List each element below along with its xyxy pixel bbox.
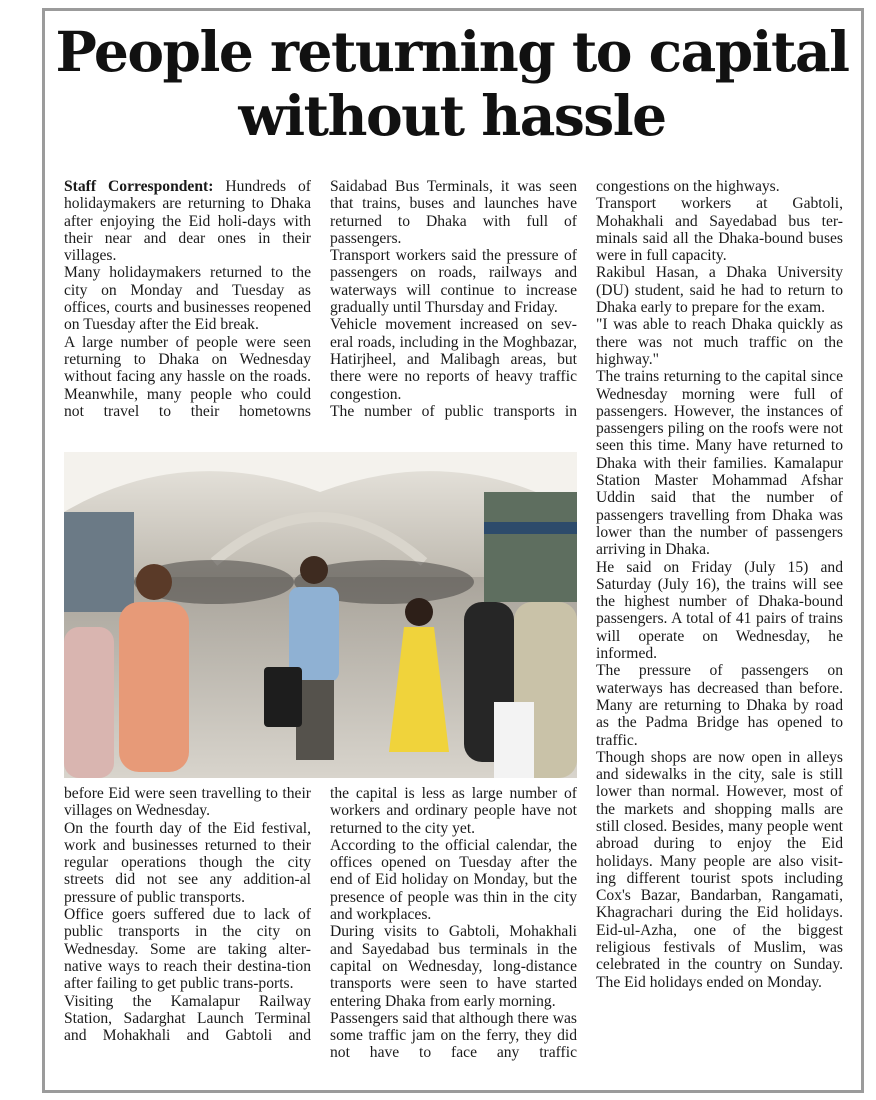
byline: Staff Correspondent: (64, 178, 214, 195)
paragraph: Transport workers said the pressure of passengers on roads, railways and waterways will continue to increase gradually until Thursday and Friday. (330, 247, 577, 317)
column-2-bottom (330, 785, 577, 1062)
paragraph: Rakibul Hasan, a Dhaka University (DU) student, said he had to return to Dhaka early to prepare for the exam. (596, 264, 843, 317)
paragraph: Visiting the Kamalapur Railway Station, Sadarghat Launch Terminal and Mohakhali and Gabtoli and (64, 992, 311, 1045)
paragraph: The trains returning to the capital since Wednesday morning were full of passengers. However, the instances of passengers piling on the roofs were not seen this time. Many have returned to Dhaka with their families. Kamalapur Station Master Mohammad Afshar Uddin said that the number of passengers travelling from Dhaka was lower than the number of passengers arriving in Dhaka. (596, 368, 843, 559)
paragraph: congestions on the highways. (596, 178, 780, 195)
paragraph: Saidabad Bus Terminals, it was seen that trains, buses and launches have returned to Dhaka with full of passengers. (330, 178, 577, 247)
column-1-top (64, 178, 311, 420)
paragraph: Office goers suffered due to lack of public transports in the city on Wednesday. Some are taking alter-native ways to reach their destina-tion after failing to get public trans-ports. (64, 906, 311, 993)
headline (44, 20, 860, 148)
paragraph: Vehicle movement increased on sev-eral roads, including in the Moghbazar, Hatirjheel, and Malibagh areas, but there were no reports of heavy traffic congestion. (330, 316, 577, 403)
paragraph: He said on Friday (July 15) and Saturday (July 16), the trains will see the highest number of Dhaka-bound passengers. A total of 41 pairs of trains will operate on Wednesday, he informed. (596, 558, 843, 663)
column-3 (596, 178, 843, 991)
paragraph: Passengers said that although there was some traffic jam on the ferry, they did not have to face any traffic (330, 1009, 577, 1062)
paragraph-text: Hundreds of holidaymakers are returning to Dhaka after enjoying the Eid holi-days with their near and dear ones in their villages. (64, 178, 311, 265)
paragraph: Transport workers at Gabtoli, Mohakhali and Sayedabad bus ter-minals said all the Dhaka-bound buses were in full capacity. (596, 195, 843, 265)
paragraph: Though shops are now open in alleys and sidewalks in the city, sale is still lower than normal. However, most of the markets and shopping malls are still closed. Besides, many people went abroad during to enjoy the Eid holidays. Many people are also visit-ing different tourist spots including Cox's Bazar, Bandarban, Rangamati, Khagrachari during the Eid holidays. Eid-ul-Azha, one of the biggest religious festivals of Muslim, was celebrated in the country on Sunday. The Eid holidays ended on Monday. (596, 748, 843, 991)
paragraph (64, 178, 311, 264)
paragraph: "I was able to reach Dhaka quickly as there was not much traffic on the highway." (596, 316, 843, 368)
paragraph: On the fourth day of the Eid festival, work and businesses returned to their regular operations though the city streets did not see any addition-al pressure of public transports. (64, 819, 311, 906)
paragraph: before Eid were seen travelling to their villages on Wednesday. (64, 785, 311, 820)
station-crowd-illustration (64, 452, 577, 778)
column-1-bottom (64, 785, 311, 1044)
headline-line-2: without hassle (238, 83, 666, 148)
headline-line-1: People returning to capital (55, 19, 849, 84)
paragraph: During visits to Gabtoli, Mohakhali and Sayedabad bus terminals in the capital on Wednesday, long-distance transports were seen to have started entering Dhaka from early morning. (330, 923, 577, 1010)
column-2-top (330, 178, 577, 420)
paragraph: The number of public transports in (330, 402, 577, 420)
paragraph: A large number of people were seen returning to Dhaka on Wednesday without facing any hassle on the roads. Meanwhile, many people who could not travel to their hometowns (64, 333, 311, 420)
news-photo-railway-station (64, 452, 577, 778)
paragraph: The pressure of passengers on waterways has decreased than before. Many are returning to Dhaka by road as the Padma Bridge has opened to traffic. (596, 662, 843, 749)
paragraph: the capital is less as large number of workers and ordinary people have not returned to the city yet. (330, 785, 577, 837)
paragraph: According to the official calendar, the offices opened on Tuesday after the end of Eid holiday on Monday, but the presence of people was thin in the city and workplaces. (330, 836, 577, 924)
paragraph: Many holidaymakers returned to the city on Monday and Tuesday as offices, courts and businesses reopened on Tuesday after the Eid break. (64, 264, 311, 334)
